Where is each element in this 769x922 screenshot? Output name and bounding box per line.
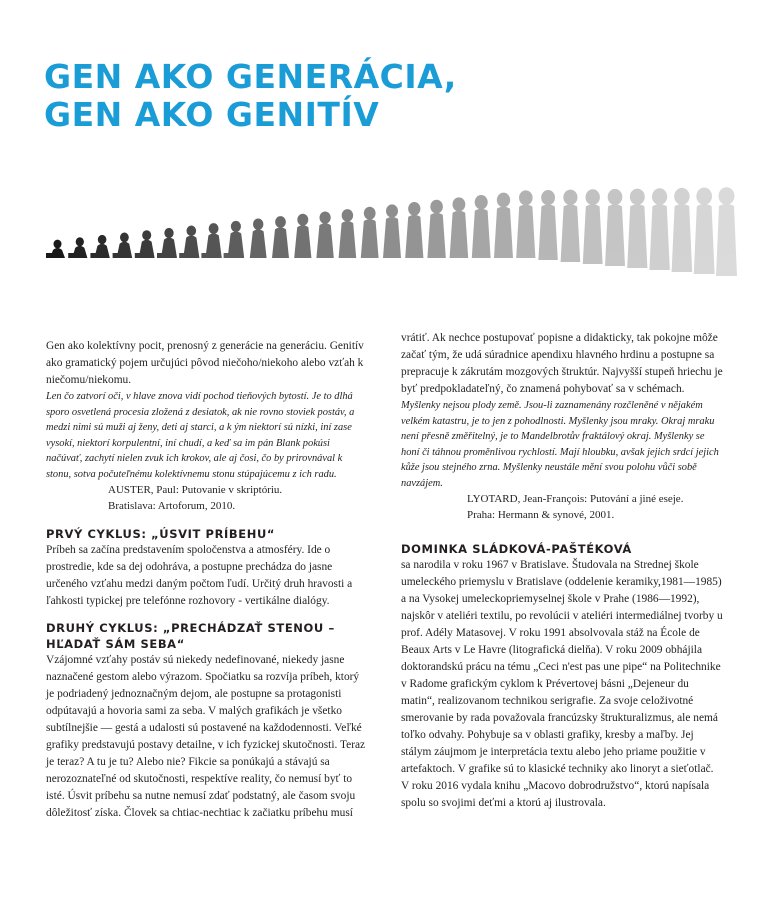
procession-figure [627,189,647,268]
procession-figure [294,214,311,258]
continuation-paragraph: vrátiť. Ak nechce postupovať popisne a didakticky, tak pokojne môže začať tým, že udá súradnice apendixu hlavného hrdinu a postupne sa prepracuje k zákrutám mozgových štruktúr. Najvyšší stupeň hriechu je byť predpokladateľný, čo znamená pohybovať sa v schémach. [401,332,723,395]
auster-quote: Len čo zatvorí oči, v hlave znova vidí pochod tieňových bytostí. Je to dlhá sporo osvetlená procesia zložená z desiatok, ak nie rovno stoviek postáv, a medzi nimi sú muži aj ženy, deti aj starci, a k ým niektorí sú nízki, iní zase vysokí, niektorí korpulentní, iní chudí, a keď sa im pán Blank pokúsi načúvať, zachytí nielen zvuk ich krokov, ale aj čosi, čo by prirovnával k stonu, sotva počuteľnému kolektívnemu stonu stúpajúcemu z ich radu. [46,391,355,480]
procession-figure [316,211,333,258]
lyotard-citation-line-2: Praha: Hermann & synové, 2001. [467,509,615,521]
procession-figure [694,188,715,274]
procession-figure [179,226,199,258]
procession-figure [224,221,245,258]
procession-figure [361,207,379,258]
procession-figure [90,235,109,258]
procession-figure [472,195,491,258]
lyotard-quote: Myšlenky nejsou plody země. Jsou-li zaznamenány rozčleněné v nějakém velkém katastru, je to jen z pohodlnosti. Myšlenky jsou mraky. Okraj mraku není přesně změřitelný, je to Mandelbrotův fraktálový okraj. Myšlenky se honí či táhnou proměnlivou rychlostí. Mají hloubku, avšak jejich srdcí jejich kůže jsou stejného zrna. Myšlenky neustále mění svou polohu vůči sobě navzájem. [401,400,719,489]
procession-figure [605,189,625,266]
procession-figure [135,230,155,258]
procession-figure [583,189,603,264]
second-cycle-heading: DRUHÝ CYKLUS: „PRECHÁDZAŤ STENOU – HĽADAŤ SÁM SEBA“ [46,621,335,651]
procession-figure [450,197,469,258]
procession-figure [250,218,267,258]
page-title [44,58,457,134]
procession-figure [68,237,87,258]
second-cycle-text: Vzájomné vzťahy postáv sú niekedy nedefinované, niekedy jasne naznačené gestom alebo výrazom. Spočiatku sa rozvíja príbeh, ktorý je podriadený jednoznačným dejom, ale postupne sa protagonisti odpútavajú a hovoria sami za seba. V malých grafikách je všetko subtílnejšie — gestá a udalosti sú postavené na každodennosti. Veľké grafiky predstavujú postavy detailne, v ich fyzickej skutočnosti. Teraz je teraz? A tu je tu? Alebo nie? Fikcie sa ponúkajú a stávajú sa nerozoznateľné od skutočnosti, respektíve reality, čo nemusí byť to isté. Úsvit príbehu sa nutne nemusí zdať podstatný, ale časom svoju dôležitosť získa. Človek sa chtiac-nechtiac k začiatku príbehu musí [46,654,366,819]
procession-figure [516,190,535,258]
procession-figure [113,233,133,258]
procession-figure [649,188,669,270]
auster-citation-line-1: AUSTER, Paul: Putovanie v skriptóriu. [108,484,283,496]
intro-paragraph: Gen ako kolektívny pocit, prenosný z generácie na generáciu. Genitív ako gramatický pojem určujúci pôvod niečoho/niekoho alebo vzťah k niečomu/niekomu. [46,340,364,386]
procession-figure [538,190,557,260]
title-line-1: GEN AKO GENERÁCIA, [44,57,457,96]
artist-biography: sa narodila v roku 1967 v Bratislave. Študovala na Strednej škole umeleckého priemyslu v Bratislave (oddelenie keramiky,1981—1985) a na Vysokej umeleckopriemyselnej škole v Prahe (1986—1992), najskôr v ateliéri textilu, po revolúcii v ateliéri intermediálnej tvorby u prof. Adély Matasovej. V roku 1991 absolvovala stáž na École de Beaux Arts v Le Havre (litografická dielňa). V roku 2009 obhájila doktorandskú prácu na tému „Ceci n'est pas une pipe“ na Politechnike v Radome grafickým cyklom k Prévertovej básni „Dejeneur du matin“, realizovanom technikou serigrafie. Za svoje celoživotné smerovanie by rada považovala francúzsky štrukturalizmus, ale nemá toľko odvahy. Pohybuje sa v oblasti grafiky, kresby a maľby. Jej stálym záujmom je interpretácia textu alebo jeho priame použitie v artefaktoch. V grafike sú to klasické techniky ako linoryt a sieťotlač. V roku 2016 vydala knihu „Macovo dobrodružstvo“, ktorú napísala spolu so svojimi deťmi a ktorú aj ilustrovala. [401,559,723,809]
artist-name-heading: DOMINKA SLÁDKOVÁ-PAŠTÉKOVÁ [401,542,632,556]
procession-figure [716,187,737,276]
procession-figure [427,200,445,258]
right-column [401,330,723,812]
procession-figure [201,223,221,258]
procession-figure [157,228,177,258]
procession-figure [561,190,581,262]
procession-figure [405,202,423,258]
procession-illustration [40,178,740,288]
left-column [46,338,366,822]
procession-figure [339,209,357,258]
procession-figure [272,216,289,258]
auster-citation-line-2: Bratislava: Artoforum, 2010. [108,500,236,512]
procession-figure [672,188,693,272]
procession-figure [46,240,65,258]
first-cycle-text: Príbeh sa začína predstavením spoločenstva a atmosféry. Ide o prostredie, kde sa dej odohráva, a postupne prechádza do jasne určeného vzťahu medzi daným počtom ľudí. Určitý druh hravosti a ľahkosti typickej pre telefónne rozhovory - vertikálne dialógy. [46,544,353,607]
lyotard-citation-line-1: LYOTARD, Jean-François: Putování a jiné eseje. [467,493,684,505]
title-line-2: GEN AKO GENITÍV [44,95,380,134]
first-cycle-heading: PRVÝ CYKLUS: „ÚSVIT PRÍBEHU“ [46,527,276,541]
procession-figure [494,193,513,258]
procession-figure [383,204,401,258]
